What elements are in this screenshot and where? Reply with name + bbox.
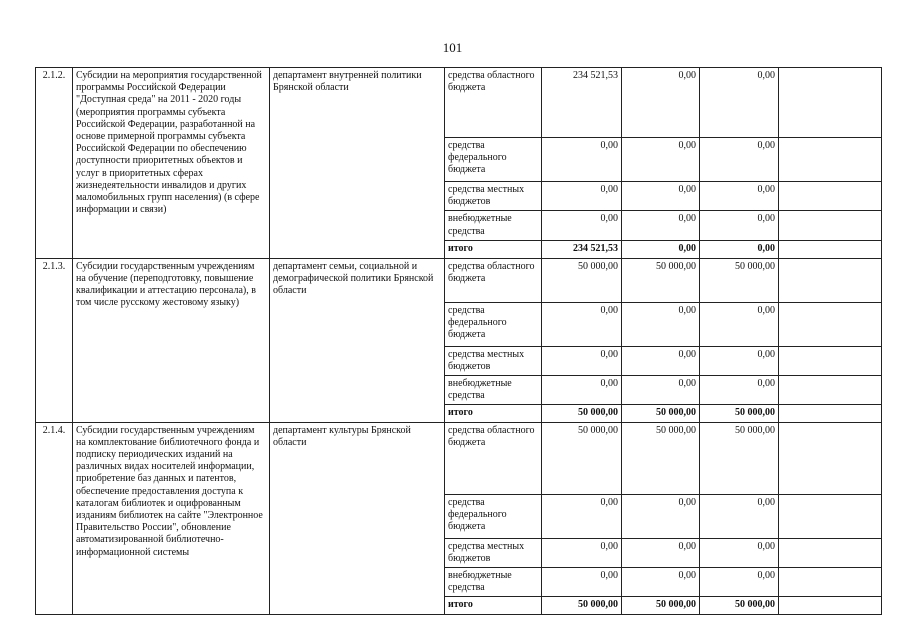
value-1: 0,00 bbox=[542, 302, 622, 346]
value-1: 0,00 bbox=[542, 538, 622, 567]
value-1: 50 000,00 bbox=[542, 422, 622, 494]
empty-cell bbox=[779, 568, 882, 597]
value-2: 50 000,00 bbox=[622, 597, 700, 614]
empty-cell bbox=[779, 597, 882, 614]
row-code: 2.1.2. bbox=[36, 68, 73, 259]
row-executor: департамент семьи, социальной и демографической политики Брянской области bbox=[270, 258, 445, 422]
value-3: 50 000,00 bbox=[700, 597, 779, 614]
value-1: 0,00 bbox=[542, 211, 622, 241]
source-label: средства областного бюджета bbox=[445, 68, 542, 138]
row-executor: департамент внутренней политики Брянской области bbox=[270, 68, 445, 259]
empty-cell bbox=[779, 494, 882, 538]
value-1: 50 000,00 bbox=[542, 597, 622, 614]
value-2: 0,00 bbox=[622, 68, 700, 138]
value-1: 0,00 bbox=[542, 346, 622, 375]
empty-cell bbox=[779, 302, 882, 346]
row-code: 2.1.3. bbox=[36, 258, 73, 422]
value-2: 0,00 bbox=[622, 182, 700, 211]
row-name: Субсидии на мероприятия государственной программы Российской Федерации "Доступная среда" на 2011 - 2020 годы (мероприятия программы субъекта Российской Федерации, разработанной на основе примерной программы субъекта Российской Федерации по обеспечению доступности приоритетных объектов и услуг в приоритетных сферах жизнедеятельности инвалидов и других маломобильных групп населения) (в сфере информации и связи) bbox=[73, 68, 270, 259]
empty-cell bbox=[779, 258, 882, 302]
source-label: итого bbox=[445, 241, 542, 258]
value-1: 0,00 bbox=[542, 182, 622, 211]
empty-cell bbox=[779, 346, 882, 375]
value-2: 0,00 bbox=[622, 568, 700, 597]
value-3: 0,00 bbox=[700, 182, 779, 211]
value-3: 50 000,00 bbox=[700, 422, 779, 494]
value-3: 0,00 bbox=[700, 568, 779, 597]
table-row bbox=[36, 258, 882, 302]
source-label: внебюджетные средства bbox=[445, 376, 542, 405]
value-3: 0,00 bbox=[700, 138, 779, 182]
value-3: 50 000,00 bbox=[700, 258, 779, 302]
value-2: 50 000,00 bbox=[622, 405, 700, 422]
value-2: 0,00 bbox=[622, 211, 700, 241]
source-label: средства областного бюджета bbox=[445, 422, 542, 494]
source-label: средства местных бюджетов bbox=[445, 346, 542, 375]
row-name: Субсидии государственным учреждениям на комплектование библиотечного фонда и подписку периодических изданий на различных видах носителей информации, приобретение баз данных и патентов, обеспечение предоставления доступа к каталогам библиотек и оцифрованным изданиям библиотек на сайте "Электронное Правительство России", обновление автоматизированной библиотечно-информационной системы bbox=[73, 422, 270, 614]
value-2: 0,00 bbox=[622, 302, 700, 346]
source-label: средства местных бюджетов bbox=[445, 182, 542, 211]
row-code: 2.1.4. bbox=[36, 422, 73, 614]
source-label: средства областного бюджета bbox=[445, 258, 542, 302]
row-name: Субсидии государственным учреждениям на обучение (переподготовку, повышение квалификации и аттестацию персонала), в том числе русскому жестовому языку) bbox=[73, 258, 270, 422]
value-1: 234 521,53 bbox=[542, 241, 622, 258]
row-executor: департамент культуры Брянской области bbox=[270, 422, 445, 614]
source-label: внебюджетные средства bbox=[445, 568, 542, 597]
budget-table bbox=[35, 67, 882, 615]
value-2: 0,00 bbox=[622, 494, 700, 538]
empty-cell bbox=[779, 422, 882, 494]
value-2: 50 000,00 bbox=[622, 258, 700, 302]
value-1: 50 000,00 bbox=[542, 405, 622, 422]
table-row bbox=[36, 68, 882, 138]
value-3: 0,00 bbox=[700, 494, 779, 538]
value-2: 0,00 bbox=[622, 376, 700, 405]
value-1: 0,00 bbox=[542, 568, 622, 597]
source-label: средства федерального бюджета bbox=[445, 494, 542, 538]
page-number: 101 bbox=[442, 40, 463, 55]
source-label: итого bbox=[445, 405, 542, 422]
value-3: 0,00 bbox=[700, 68, 779, 138]
value-1: 234 521,53 bbox=[542, 68, 622, 138]
empty-cell bbox=[779, 68, 882, 138]
value-2: 0,00 bbox=[622, 538, 700, 567]
empty-cell bbox=[779, 538, 882, 567]
value-3: 50 000,00 bbox=[700, 405, 779, 422]
value-2: 0,00 bbox=[622, 241, 700, 258]
value-1: 0,00 bbox=[542, 494, 622, 538]
value-3: 0,00 bbox=[700, 346, 779, 375]
empty-cell bbox=[779, 138, 882, 182]
value-3: 0,00 bbox=[700, 302, 779, 346]
source-label: средства федерального бюджета bbox=[445, 138, 542, 182]
value-2: 50 000,00 bbox=[622, 422, 700, 494]
empty-cell bbox=[779, 376, 882, 405]
value-2: 0,00 bbox=[622, 138, 700, 182]
empty-cell bbox=[779, 211, 882, 241]
source-label: итого bbox=[445, 597, 542, 614]
value-2: 0,00 bbox=[622, 346, 700, 375]
source-label: внебюджетные средства bbox=[445, 211, 542, 241]
table-row bbox=[36, 422, 882, 494]
value-3: 0,00 bbox=[700, 241, 779, 258]
value-1: 0,00 bbox=[542, 376, 622, 405]
empty-cell bbox=[779, 241, 882, 258]
source-label: средства местных бюджетов bbox=[445, 538, 542, 567]
source-label: средства федерального бюджета bbox=[445, 302, 542, 346]
empty-cell bbox=[779, 182, 882, 211]
value-3: 0,00 bbox=[700, 211, 779, 241]
value-3: 0,00 bbox=[700, 538, 779, 567]
value-1: 0,00 bbox=[542, 138, 622, 182]
empty-cell bbox=[779, 405, 882, 422]
value-3: 0,00 bbox=[700, 376, 779, 405]
value-1: 50 000,00 bbox=[542, 258, 622, 302]
